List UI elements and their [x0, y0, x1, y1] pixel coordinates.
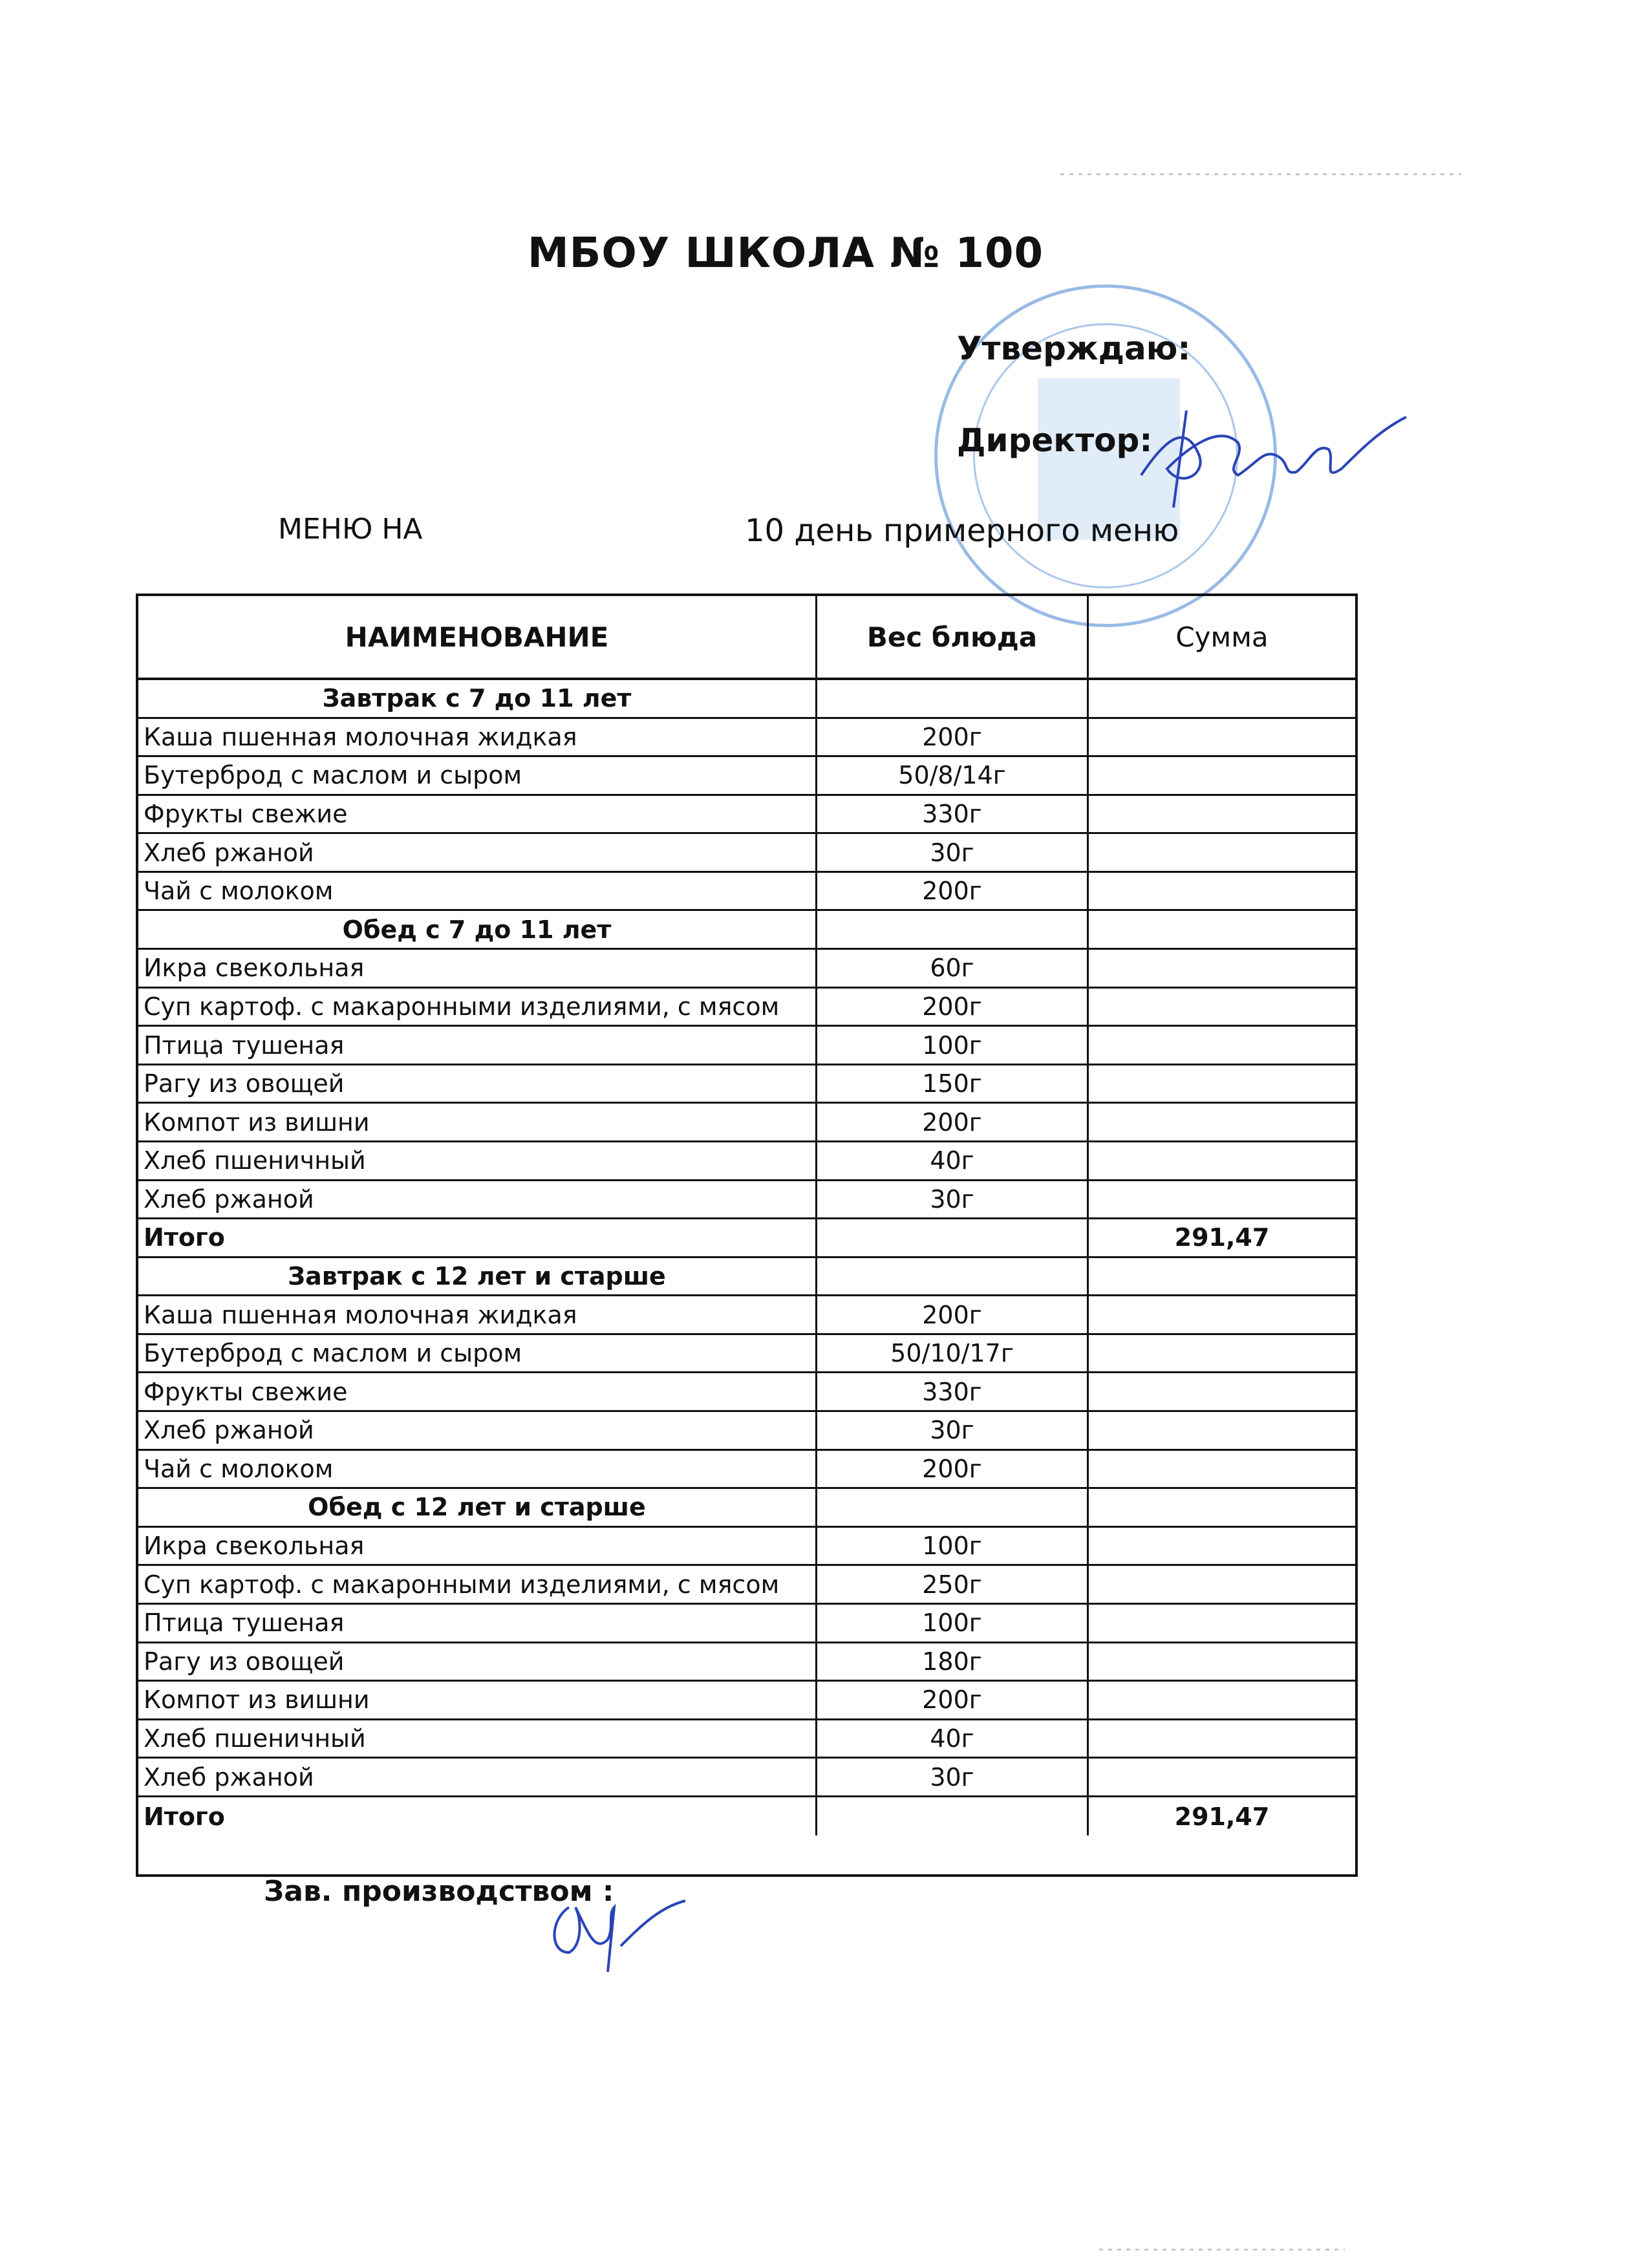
total-sum: 291,47: [1174, 1802, 1270, 1831]
dish-weight: [817, 1797, 1089, 1836]
dish-name: Чай с молоком: [138, 873, 817, 912]
dish-name: Бутерброд с маслом и сыром: [138, 757, 817, 796]
dish-sum: [1089, 950, 1355, 989]
total-label: Итого: [138, 1219, 817, 1258]
dish-sum: [1089, 1142, 1355, 1181]
dish-name: Хлеб ржаной: [138, 1412, 817, 1451]
scan-artifact-top: [1060, 173, 1461, 175]
dish-sum: [1089, 1412, 1355, 1451]
total-label: Итого: [138, 1797, 817, 1836]
dish-weight: 40г: [817, 1720, 1089, 1759]
dish-sum: [1089, 796, 1355, 835]
dish-sum: [1089, 1451, 1355, 1490]
menu-table: [136, 594, 1358, 1877]
column-header-sum: Сумма: [1089, 596, 1355, 680]
dish-name: Хлеб пшеничный: [138, 1142, 817, 1181]
dish-name: Бутерброд с маслом и сыром: [138, 1335, 817, 1374]
dish-weight: [817, 1258, 1089, 1297]
dish-sum: [1089, 834, 1355, 873]
dish-sum: [1089, 911, 1355, 950]
dish-name: Рагу из овощей: [138, 1643, 817, 1682]
dish-weight: 40г: [817, 1142, 1089, 1181]
dish-sum: [1089, 680, 1355, 719]
dish-sum: [1089, 1181, 1355, 1220]
column-header-weight: Вес блюда: [817, 596, 1089, 680]
dish-weight: 50/8/14г: [817, 757, 1089, 796]
dish-weight: 30г: [817, 1412, 1089, 1451]
dish-weight: 200г: [817, 1451, 1089, 1490]
dish-name: Компот из вишни: [138, 1104, 817, 1142]
dish-name: Фрукты свежие: [138, 796, 817, 835]
dish-name: Птица тушеная: [138, 1027, 817, 1065]
dish-weight: 100г: [817, 1027, 1089, 1065]
dish-weight: 50/10/17г: [817, 1335, 1089, 1374]
dish-sum: [1089, 1489, 1355, 1528]
production-manager-label: Зав. производством :: [264, 1875, 614, 1908]
dish-weight: 200г: [817, 873, 1089, 912]
dish-weight: 330г: [817, 796, 1089, 835]
dish-weight: 100г: [817, 1605, 1089, 1643]
dish-name: Суп картоф. с макаронными изделиями, с мясом: [138, 1566, 817, 1605]
dish-sum: [1089, 989, 1355, 1027]
dish-name: Хлеб пшеничный: [138, 1720, 817, 1759]
director-label: Директор:: [957, 422, 1153, 459]
approve-label: Утверждаю:: [957, 330, 1191, 367]
page-title: МБОУ ШКОЛА № 100: [527, 230, 1044, 277]
dish-sum: [1089, 1373, 1355, 1412]
dish-sum: [1089, 1643, 1355, 1682]
dish-weight: 200г: [817, 989, 1089, 1027]
dish-sum: [1089, 1065, 1355, 1104]
dish-weight: 60г: [817, 950, 1089, 989]
dish-sum: [1089, 1682, 1355, 1720]
dish-weight: 180г: [817, 1643, 1089, 1682]
dish-sum: [1089, 1104, 1355, 1142]
dish-name: Чай с молоком: [138, 1451, 817, 1490]
dish-weight: 200г: [817, 1296, 1089, 1335]
dish-sum: [1089, 1566, 1355, 1605]
section-heading: Завтрак с 12 лет и старше: [138, 1258, 817, 1297]
dish-weight: 30г: [817, 834, 1089, 873]
dish-name: Хлеб ржаной: [138, 1759, 817, 1797]
dish-name: Суп картоф. с макаронными изделиями, с мясом: [138, 989, 817, 1027]
menu-label: МЕНЮ НА: [278, 513, 423, 546]
dish-weight: 200г: [817, 719, 1089, 758]
dish-name: Хлеб ржаной: [138, 1181, 817, 1220]
dish-weight: [817, 911, 1089, 950]
dish-weight: 150г: [817, 1065, 1089, 1104]
dish-weight: [817, 680, 1089, 719]
dish-name: Икра свекольная: [138, 1528, 817, 1567]
dish-sum: [1089, 1759, 1355, 1797]
dish-sum: [1089, 1258, 1355, 1297]
dish-name: Каша пшенная молочная жидкая: [138, 1296, 817, 1335]
section-heading: Завтрак с 7 до 11 лет: [138, 680, 817, 719]
dish-name: Каша пшенная молочная жидкая: [138, 719, 817, 758]
dish-name: Компот из вишни: [138, 1682, 817, 1720]
dish-sum: [1089, 719, 1355, 758]
dish-weight: 200г: [817, 1682, 1089, 1720]
dish-weight: 330г: [817, 1373, 1089, 1412]
dish-weight: 200г: [817, 1104, 1089, 1142]
dish-sum: [1089, 1335, 1355, 1374]
dish-sum: [1089, 1528, 1355, 1567]
production-manager-signature: [543, 1881, 692, 1978]
dish-sum: [1089, 873, 1355, 912]
dish-weight: 30г: [817, 1181, 1089, 1220]
dish-sum: [1089, 1296, 1355, 1335]
dish-sum: [1089, 757, 1355, 796]
director-signature: [1128, 398, 1413, 514]
dish-sum: [1089, 1720, 1355, 1759]
dish-weight: 30г: [817, 1759, 1089, 1797]
dish-sum: [1089, 1027, 1355, 1065]
dish-weight: 250г: [817, 1566, 1089, 1605]
dish-name: Рагу из овощей: [138, 1065, 817, 1104]
dish-weight: [817, 1219, 1089, 1258]
dish-name: Икра свекольная: [138, 950, 817, 989]
dish-weight: [817, 1489, 1089, 1528]
dish-sum: [1089, 1605, 1355, 1643]
dish-weight: 100г: [817, 1528, 1089, 1567]
dish-name: Птица тушеная: [138, 1605, 817, 1643]
menu-day: 10 день примерного меню: [745, 513, 1179, 549]
section-heading: Обед с 7 до 11 лет: [138, 911, 817, 950]
scan-artifact-bottom: [1099, 2249, 1345, 2251]
section-heading: Обед с 12 лет и старше: [138, 1489, 817, 1528]
total-sum: 291,47: [1089, 1219, 1355, 1258]
dish-name: Фрукты свежие: [138, 1373, 817, 1412]
dish-name: Хлеб ржаной: [138, 834, 817, 873]
column-header-name: НАИМЕНОВАНИЕ: [138, 596, 817, 680]
